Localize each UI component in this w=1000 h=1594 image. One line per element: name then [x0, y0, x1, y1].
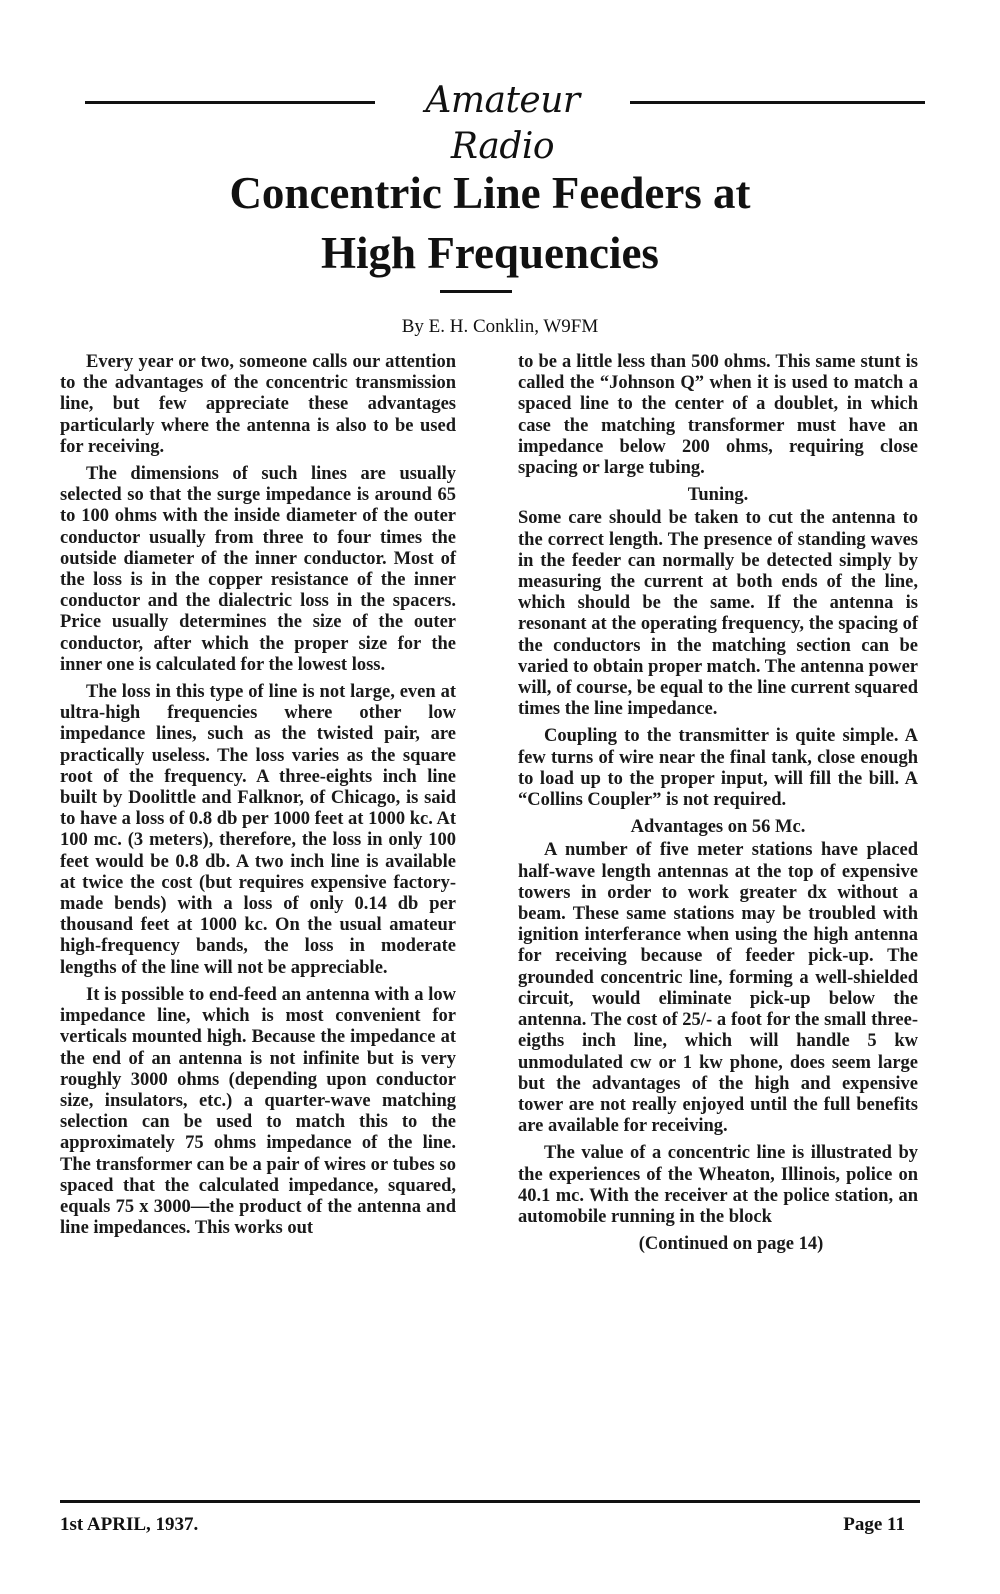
byline: By E. H. Conklin, W9FM — [401, 316, 599, 337]
left-paragraph-2: The dimensions of such lines are usually selected so that the surge impedance is around 65 to 100 ohms with the inside diameter of the outer conductor usually from three to four times the outside diameter of the inner conductor. Most of the loss is in the copper resistance of the inner conductor and the dialectric loss in the spacers. Price usually determines the size of the outer conductor, after which the proper size for the inner one is calculated for the lowest loss. — [60, 464, 456, 675]
right-paragraph-5: The value of a concentric line is illustrated by the experiences of the Wheaton, Illinois, police on 40.1 mc. With the receiver at the police station, an automobile running in the block — [518, 1143, 918, 1227]
title-divider — [440, 290, 512, 293]
continued-note: (Continued on page 14) — [638, 1234, 824, 1255]
right-paragraph-2: Some care should be taken to cut the antenna to the correct length. The presence of standing waves in the feeder can normally be detected simply by measuring the current at both ends of the line, which should be the same. If the antenna is resonant at the operating frequency, the spacing of the conductors in the matching section can be varied to obtain proper match. The antenna power will, of course, be equal to the line current squared times the line impedance. — [518, 508, 918, 720]
section-heading-advantages: Advantages on 56 Mc. — [630, 817, 806, 838]
title-line-1: Concentric Line Feeders at — [229, 168, 751, 218]
right-paragraph-3: Coupling to the transmitter is quite simple. A few turns of wire near the final tank, close enough to load up to the proper input, will fill the bill. A “Collins Coupler” is not required. — [518, 726, 918, 811]
left-paragraph-1: Every year or two, someone calls our attention to the advantages of the concentric transmission line, but few appreciate these advantages particularly where the antenna is also to be used for receiving. — [60, 352, 456, 457]
masthead — [85, 78, 925, 167]
footer-rule — [60, 1500, 920, 1503]
right-column — [518, 352, 918, 1261]
left-paragraph-3: The loss in this type of line is not large, even at ultra-high frequencies where other low impedance lines, such as the twisted pair, are practically useless. The loss varies as the square root of the frequency. A three-eights inch line built by Doolittle and Falknor, of Chicago, is said to have a loss of 0.8 db per 1000 feet at 1000 kc. At 100 mc. (3 meters), therefore, the loss in only 100 feet would be 0.8 db. A two inch line is available at twice the cost (but requires expensive factory-made bends) with a loss of only 0.14 db per thousand feet at 1000 kc. On the usual amateur high-frequency bands, the loss in moderate lengths of the line will not be appreciable. — [60, 682, 456, 978]
masthead-logo: Amateur Radio — [425, 80, 580, 167]
title-line-2: High Frequencies — [321, 228, 659, 278]
masthead-rule-left — [85, 101, 375, 104]
left-paragraph-4: It is possible to end-feed an antenna with a low impedance line, which is most convenient for verticals mounted high. Because the impedance at the end of an antenna is not infinite but is very roughly 3000 ohms (depending upon conductor size, insulators, etc.) a quarter-wave matching selection can be used to match this to the approximately 75 ohms impedance of the line. The transformer can be a pair of wires or tubes so spaced that the calculated impedance, squared, equals 75 x 3000—the product of the antenna and line impedances. This works out — [60, 984, 456, 1239]
masthead-rule-right — [630, 101, 925, 104]
footer-page-number: Page 11 — [843, 1514, 905, 1535]
footer-date: 1st APRIL, 1937. — [60, 1514, 199, 1535]
article-title — [60, 163, 920, 283]
right-paragraph-1: to be a little less than 500 ohms. This same stunt is called the “Johnson Q” when it is used to match a spaced line to the center of a doublet, in which case the matching transformer must have an impedance below 200 ohms, requiring close spacing or large tubing. — [518, 352, 918, 479]
section-heading-tuning: Tuning. — [687, 485, 749, 506]
right-paragraph-4: A number of five meter stations have placed half-wave length antennas at the top of expensive towers in order to work greater dx without a beam. These same stations may be troubled with ignition interferance when using the high antenna for receiving because of feeder pick-up. The grounded concentric line, forming a well-shielded circuit, would eliminate pick-up below the antenna. The cost of 25/- a foot for the small three-eigths inch line, which will handle 5 kw unmodulated cw or 1 kw phone, does seem large but the advantages of the high and expensive tower are not really enjoyed until the full benefits are available for receiving. — [518, 840, 918, 1137]
left-column — [60, 352, 456, 1245]
